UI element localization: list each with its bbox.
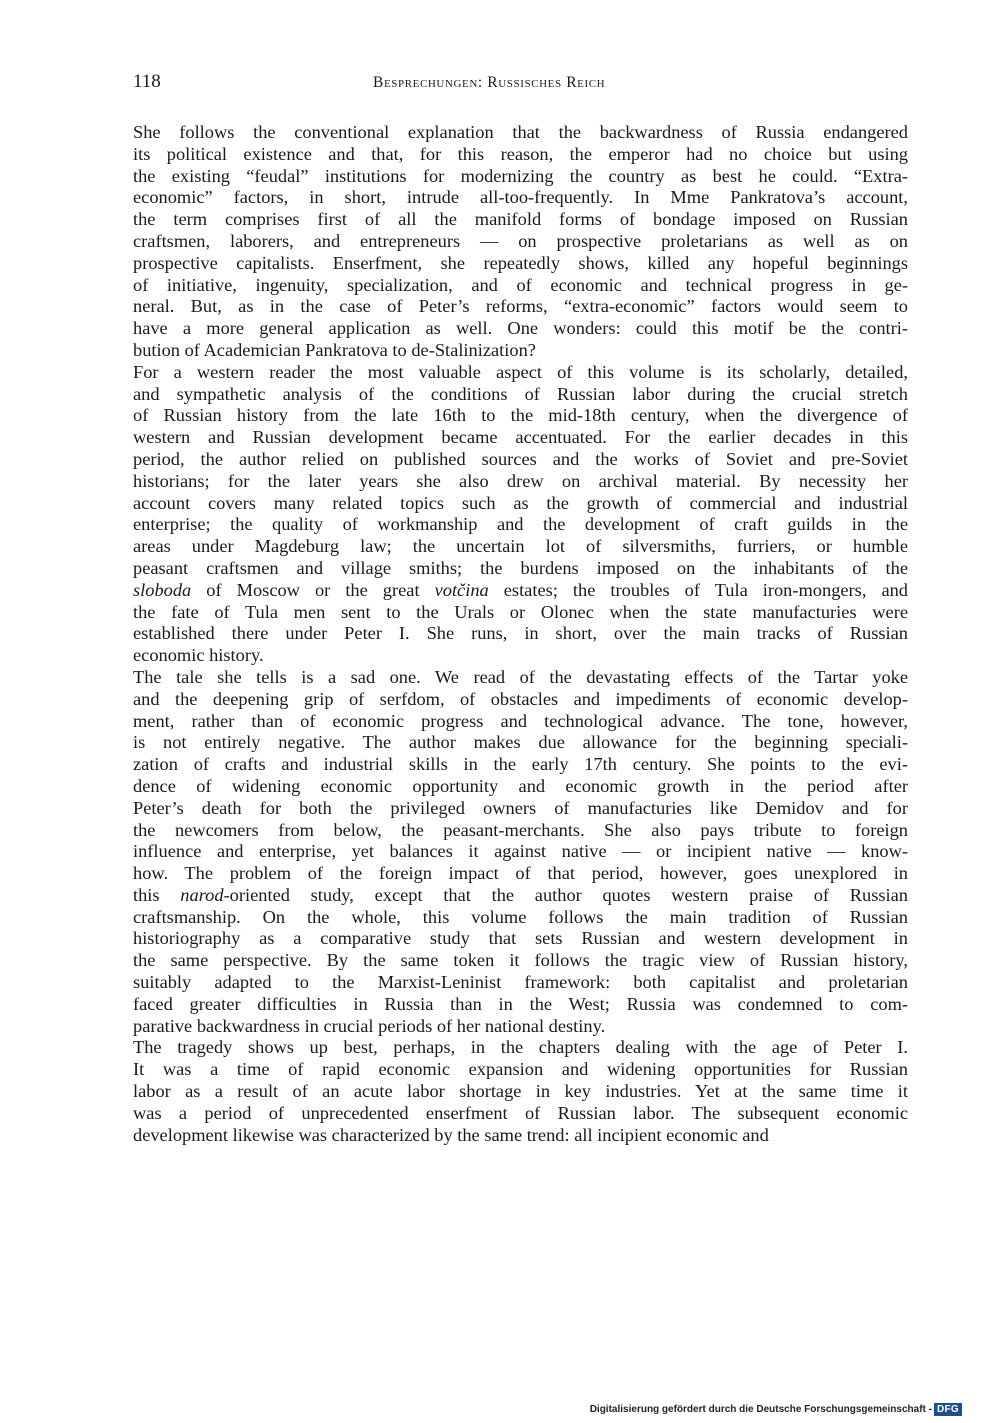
italic-term: votčina	[434, 579, 489, 600]
text-line: influence and enterprise, yet balances it against native — or incipient native — know-	[133, 841, 908, 862]
text-line: ment, rather than of economic progress and technological advance. The tone, however,	[133, 710, 908, 731]
text-line: was a period of unprecedented enserfment of Russian labor. The subsequent economic	[133, 1102, 908, 1123]
text-line: the same perspective. By the same token it follows the tragic view of Russian history,	[133, 950, 908, 971]
text-line: dence of widening economic opportunity and economic growth in the period after	[133, 775, 908, 796]
text-line: western and Russian development became accentuated. For the earlier decades in this	[133, 427, 908, 448]
text-line: She follows the conventional explanation that the backwardness of Russia endangered	[133, 122, 908, 142]
italic-term: sloboda	[133, 579, 192, 600]
text-line: and the deepening grip of serfdom, of obstacles and impediments of economic develop-	[133, 688, 908, 709]
text-line: of initiative, ingenuity, specialization, and of economic and technical progress in ge-	[133, 274, 908, 295]
text-line: historiography as a comparative study that sets Russian and western development in	[133, 928, 908, 949]
text-segment: this	[133, 884, 181, 905]
text-line: account covers many related topics such as the growth of commercial and industrial	[133, 492, 908, 513]
paragraph	[133, 667, 908, 1038]
dfg-logo: DFG	[934, 1403, 962, 1416]
text-line: have a more general application as well. One wonders: could this motif be the contri-	[133, 318, 908, 339]
text-line: faced greater difficulties in Russia than in the West; Russia was condemned to com-	[133, 993, 908, 1014]
text-line: the newcomers from below, the peasant-merchants. She also pays tribute to foreign	[133, 819, 908, 840]
text-line: labor as a result of an acute labor shortage in key industries. Yet at the same time it	[133, 1081, 908, 1102]
text-line: suitably adapted to the Marxist-Leninist framework: both capitalist and proletarian	[133, 972, 908, 993]
text-line	[133, 580, 908, 602]
text-line: zation of crafts and industrial skills in the early 17th century. She points to the evi-	[133, 754, 908, 775]
text-line: historians; for the later years she also drew on archival material. By necessity her	[133, 470, 908, 491]
text-segment: estates; the troubles of Tula iron-mongers, and	[488, 579, 909, 600]
text-line: Peter’s death for both the privileged owners of manufacturies like Demidov and for	[133, 797, 908, 818]
text-line: is not entirely negative. The author makes due allowance for the beginning speciali-	[133, 732, 908, 753]
text-line: The tragedy shows up best, perhaps, in the chapters dealing with the age of Peter I.	[133, 1037, 908, 1058]
text-line: bution of Academician Pankratova to de-Stalinization?	[133, 339, 536, 360]
text-segment: -oriented study, except that the author quotes western praise of Russian	[223, 884, 909, 905]
text-line: craftsmen, laborers, and entrepreneurs — on prospective proletarians as well as on	[133, 230, 908, 251]
text-line: craftsmanship. On the whole, this volume follows the main tradition of Russian	[133, 906, 908, 927]
paragraph	[133, 362, 908, 667]
text-line: the existing “feudal” institutions for modernizing the country as best he could. “Extra-	[133, 165, 908, 186]
text-line	[133, 885, 908, 907]
text-line: economic” factors, in short, intrude all-too-frequently. In Mme Pankratova’s account,	[133, 187, 908, 208]
text-line: areas under Magdeburg law; the uncertain lot of silversmiths, furriers, or humble	[133, 536, 908, 557]
text-line: It was a time of rapid economic expansion and widening opportunities for Russian	[133, 1059, 908, 1080]
italic-term: narod	[180, 884, 224, 905]
page-number: 118	[133, 71, 161, 92]
article-body	[133, 122, 908, 1146]
text-line: The tale she tells is a sad one. We read of the devastating effects of the Tartar yoke	[133, 666, 908, 687]
running-head: Besprechungen: Russisches Reich	[373, 74, 606, 91]
text-line: neral. But, as in the case of Peter’s reforms, “extra-economic” factors would seem to	[133, 296, 908, 317]
text-line: For a western reader the most valuable aspect of this volume is its scholarly, detailed,	[133, 361, 908, 382]
paragraph	[133, 1037, 908, 1146]
text-line: the term comprises first of all the manifold forms of bondage imposed on Russian	[133, 209, 908, 230]
text-line: how. The problem of the foreign impact of that period, however, goes unexplored in	[133, 863, 908, 884]
text-line: of Russian history from the late 16th to the mid-18th century, when the divergence of	[133, 405, 908, 426]
text-line: enterprise; the quality of workmanship and the development of craft guilds in the	[133, 514, 908, 535]
digitization-credit	[590, 1403, 962, 1416]
text-segment: of Moscow or the great	[191, 579, 435, 600]
text-line: parative backwardness in crucial periods of her national destiny.	[133, 1015, 606, 1036]
credit-text: Digitalisierung gefördert durch die Deutsche Forschungsgemeinschaft -	[589, 1404, 932, 1415]
text-line: development likewise was characterized by the same trend: all incipient economic and	[133, 1124, 769, 1145]
text-line: prospective capitalists. Enserfment, she repeatedly shows, killed any hopeful beginnings	[133, 252, 908, 273]
text-line: established there under Peter I. She runs, in short, over the main tracks of Russian	[133, 623, 908, 644]
text-line: peasant craftsmen and village smiths; the burdens imposed on the inhabitants of the	[133, 557, 908, 578]
text-line: period, the author relied on published sources and the works of Soviet and pre-Soviet	[133, 448, 908, 469]
text-line: the fate of Tula men sent to the Urals or Olonec when the state manufacturies were	[133, 601, 908, 622]
text-line: and sympathetic analysis of the conditions of Russian labor during the crucial stretch	[133, 383, 908, 404]
paragraph	[133, 122, 908, 362]
text-line: economic history.	[133, 645, 264, 666]
text-line: its political existence and that, for this reason, the emperor had no choice but using	[133, 143, 908, 164]
